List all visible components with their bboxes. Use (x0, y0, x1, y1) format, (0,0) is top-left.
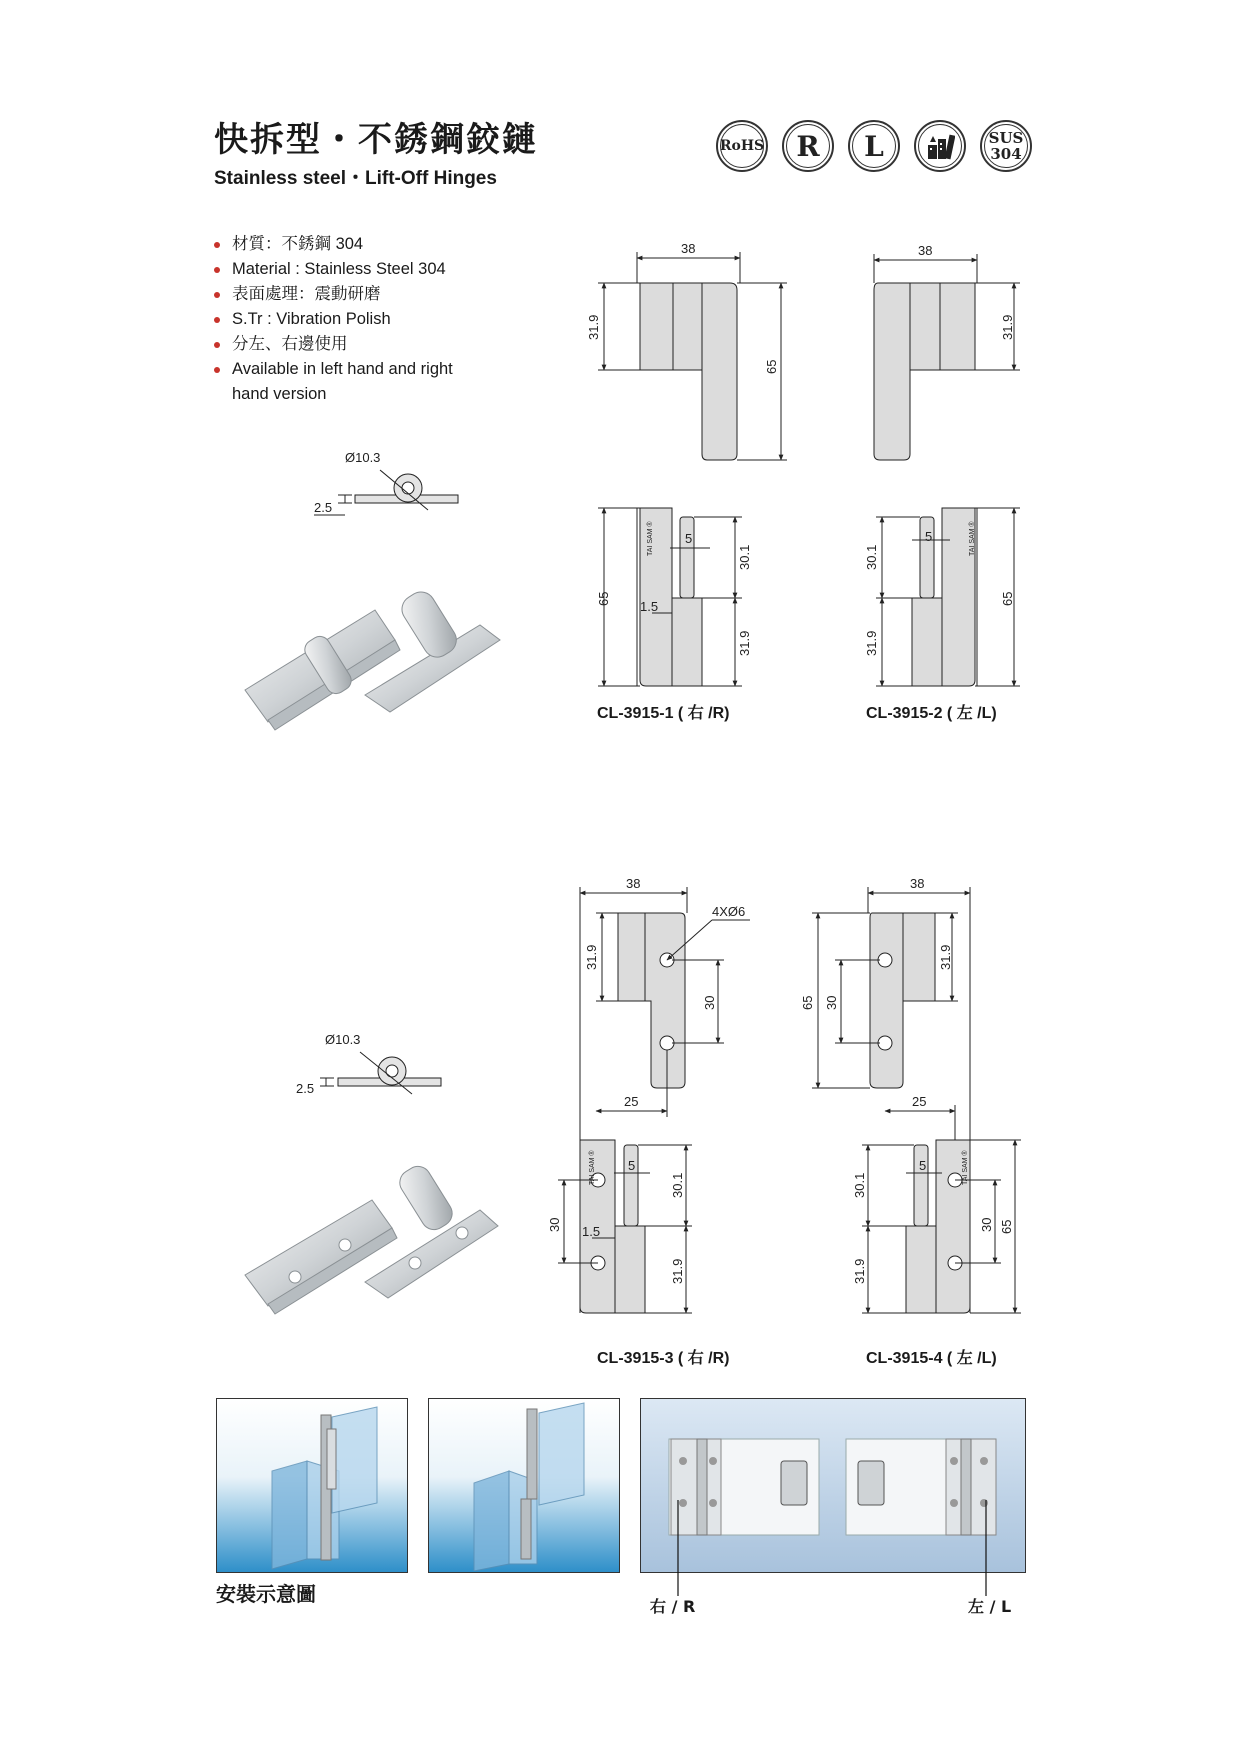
dim-pin-diameter: 5 (685, 531, 693, 546)
dim-total-height: 65 (999, 1219, 1014, 1234)
dim-hole-spacing: 30 (547, 1217, 562, 1232)
dim-leaf-height: 31.9 (586, 314, 601, 340)
dim-total-height: 65 (764, 359, 779, 374)
thickness-label-2: 2.5 (296, 1081, 315, 1096)
drawing-cl-3915-2 (874, 254, 1020, 686)
dim-total-height: 65 (596, 591, 611, 606)
dim-total-height: 65 (800, 995, 815, 1010)
dim-leaf-height: 31.9 (584, 944, 599, 970)
spec-item: 材質：不銹鋼 304 (214, 232, 453, 257)
dim-pin-length: 30.1 (864, 544, 879, 570)
diameter-label-1: Ø10.3 (345, 450, 381, 465)
install-diagram-label: 安裝示意圖 (216, 1582, 316, 1606)
dim-leaf-height: 31.9 (737, 630, 752, 656)
model-caption-1: CL-3915-1 ( 右 /R) (597, 705, 730, 722)
brand-mark: TAI SAM ® (589, 1150, 596, 1185)
dim-gap: 1.5 (582, 1224, 601, 1239)
dim-leaf-height: 31.9 (864, 630, 879, 656)
page-subtitle: Stainless steel・Lift-Off Hinges (214, 168, 497, 189)
sus304-badge: SUS 304 (980, 120, 1032, 172)
model-caption-3: CL-3915-3 ( 右 /R) (597, 1350, 730, 1367)
diameter-label-2: Ø10.3 (325, 1032, 361, 1047)
model-caption-2: CL-3915-2 ( 左 /L) (866, 705, 997, 722)
dim-width: 38 (910, 876, 925, 891)
dim-width: 38 (918, 243, 933, 258)
dim-holes: 4XØ6 (712, 904, 746, 919)
dim-width: 38 (681, 241, 696, 256)
spec-item: 分左、右邊使用 (214, 332, 453, 357)
dim-pin-diameter: 5 (628, 1158, 636, 1173)
left-hand-label: 左 / L (968, 1597, 1012, 1616)
spec-item: Available in left hand and right (214, 357, 453, 382)
dim-gap: 1.5 (640, 599, 659, 614)
dim-pin-length: 30.1 (737, 544, 752, 570)
right-hand-badge: R (782, 120, 834, 172)
dim-leaf-height: 31.9 (1000, 314, 1015, 340)
section-view-1 (314, 470, 458, 515)
dim-hole-spacing: 30 (979, 1217, 994, 1232)
dim-pin-diameter: 5 (925, 529, 933, 544)
left-hand-badge: L (848, 120, 900, 172)
brand-mark: TAI SAM ® (969, 521, 976, 556)
page-title: 快拆型・不銹鋼鉸鏈 (214, 120, 538, 160)
hinge-photo-2 (245, 1162, 498, 1314)
dim-leaf-height: 31.9 (670, 1258, 685, 1284)
spec-item: 表面處理：震動研磨 (214, 282, 453, 307)
drawing-cl-3915-1 (598, 252, 787, 686)
dim-hole-spacing: 30 (824, 995, 839, 1010)
dim-pin-length: 30.1 (670, 1172, 685, 1198)
spec-item: hand version (232, 385, 327, 403)
dim-pin-diameter: 5 (919, 1158, 927, 1173)
thickness-label-1: 2.5 (314, 500, 333, 515)
dim-hole-offset: 25 (912, 1094, 927, 1109)
dim-hole-offset: 25 (624, 1094, 639, 1109)
install-photo-2 (428, 1398, 620, 1573)
spec-item: S.Tr : Vibration Polish (214, 307, 453, 332)
section-view-2 (320, 1052, 441, 1094)
dim-leaf-height: 31.9 (938, 944, 953, 970)
model-caption-4: CL-3915-4 ( 左 /L) (866, 1350, 997, 1367)
dim-total-height: 65 (1000, 591, 1015, 606)
hinge-photo-1 (245, 587, 500, 730)
rohs-badge: RoHS (716, 120, 768, 172)
spec-item: Material : Stainless Steel 304 (214, 257, 453, 282)
install-photo-1 (216, 1398, 408, 1573)
dim-leaf-height: 31.9 (852, 1258, 867, 1284)
brand-mark: TAI SAM ® (962, 1150, 969, 1185)
right-hand-label: 右 / R (650, 1597, 696, 1616)
dim-pin-length: 30.1 (852, 1172, 867, 1198)
brand-mark: TAI SAM ® (647, 521, 654, 556)
dim-width: 38 (626, 876, 641, 891)
dim-hole-spacing: 30 (702, 995, 717, 1010)
install-photo-3 (640, 1398, 1026, 1573)
